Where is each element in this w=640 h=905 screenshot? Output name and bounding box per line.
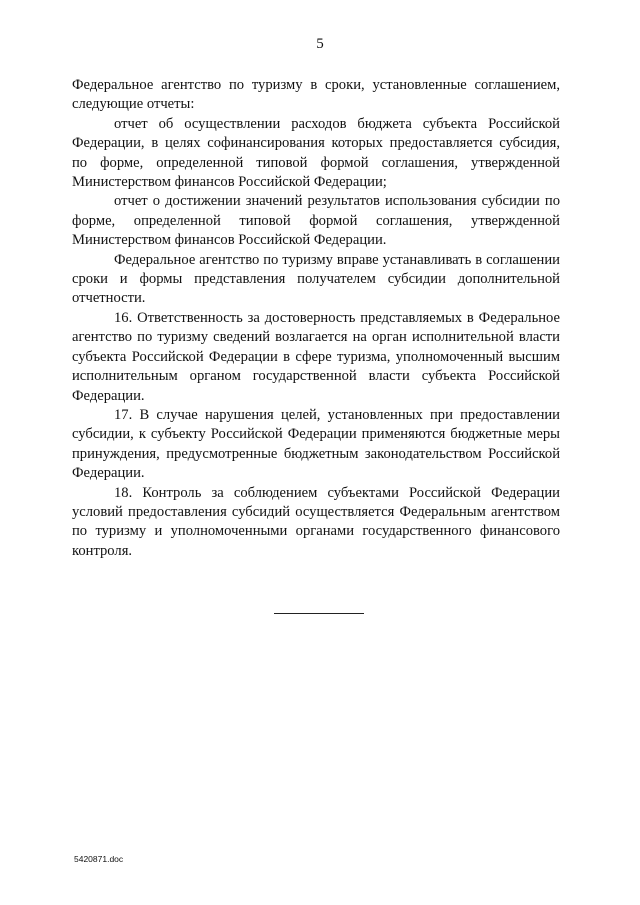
- paragraph-intro: Федеральное агентство по туризму в сроки, установленные соглашением, следующие отчеты:: [72, 77, 560, 113]
- page-number: 5: [316, 36, 324, 52]
- end-divider: [274, 613, 364, 614]
- paragraph-item-17: 17. В случае нарушения целей, установленных при предоставлении субсидии, к субъекту Российской Федерации применяются бюджетные меры принуждения, предусмотренные бюджетным законодательством Российской Федерации.: [72, 406, 560, 482]
- paragraph-item-16: 16. Ответственность за достоверность представляемых в Федеральное агентство по туризму сведений возлагается на орган исполнительной власти субъекта Российской Федерации в сфере туризма, уполномоченный высшим исполнительным органом государственной власти субъекта Российской Федерации.: [72, 309, 560, 404]
- document-body: [72, 76, 560, 561]
- footer-file-code: 5420871.doc: [74, 854, 124, 864]
- paragraph-item-18: 18. Контроль за соблюдением субъектами Российской Федерации условий предоставления субсидий осуществляется Федеральным агентством по туризму и уполномоченными органами государственного финансового контроля.: [72, 484, 560, 559]
- paragraph-additional-reporting: Федеральное агентство по туризму вправе устанавливать в соглашении сроки и формы представления получателем субсидии дополнительной отчетности.: [72, 251, 560, 307]
- paragraph-results-report: отчет о достижении значений результатов использования субсидии по форме, определенной типовой формой соглашения, утвержденной Министерством финансов Российской Федерации.: [72, 193, 560, 249]
- paragraph-expense-report: отчет об осуществлении расходов бюджета субъекта Российской Федерации, в целях софинансирования которых предоставляется субсидия, по форме, определенной типовой формой соглашения, утвержденной Министерством финансов Российской Федерации;: [72, 115, 560, 191]
